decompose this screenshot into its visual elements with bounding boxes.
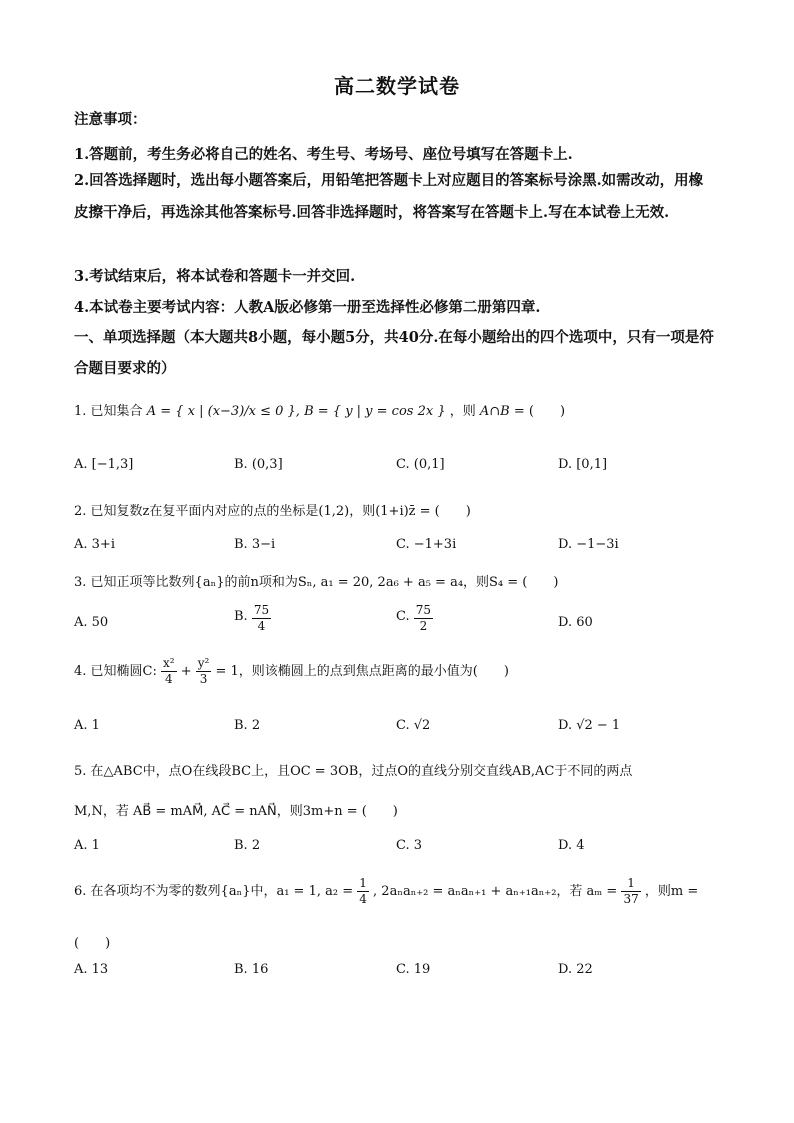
question-stem: 已知复数z在复平面内对应的点的坐标是(1,2)，则(1+i)z̄ = ( ) [90,504,471,519]
option-c[interactable] [396,603,433,634]
question-4: 4. 已知椭圆C: $\frac{\text{x²}}{4}$ + $\frac{\text{y²}}{3}$ = 1，则该椭圆上的点到焦点距离的最小值为( ) [74,656,509,686]
fraction [161,656,177,687]
option-d[interactable]: D. √2 − 1 [558,718,621,733]
question-stem: 已知正项等比数列{aₙ}的前n项和为Sₙ, a₁ = 20, 2a₆ + a₅ = a₄，则S₄ = ( ) [90,575,559,590]
options-q6 [74,962,714,986]
fraction-numerator: x² [163,656,175,670]
question-stem: = 1，则该椭圆上的点到焦点距离的最小值为( ) [215,664,509,679]
option-b[interactable]: B. 2 [234,838,261,853]
note-2: 2.回答选择题时，选出每小题答案后，用铅笔把答题卡上对应题目的答案标号涂黑.如需改动，用橡皮擦干净后，再选涂其他答案标号.回答非选择题时，将答案写在答题卡上.写在本试卷上无效. [74,172,704,221]
fraction-numerator: 75 [253,603,270,617]
option-a[interactable]: A. 13 [74,962,109,977]
question-stem: ，则 [449,404,476,419]
fraction-denominator: 37 [623,892,639,906]
fraction-denominator: 4 [257,619,266,633]
option-d[interactable]: D. −1−3i [558,537,619,552]
question-stem: = ( ) [513,404,566,419]
option-fraction [252,603,271,634]
fraction-denominator: 2 [419,619,428,633]
question-6 [74,876,698,907]
option-c[interactable]: C. (0,1] [396,457,445,472]
option-c[interactable]: C. 3 [396,838,423,853]
fraction-numerator: 1 [359,876,367,890]
question-stem: 已知椭圆C: [90,664,157,679]
question-number: 5. [74,764,87,779]
question-number: 1. [74,404,87,419]
page-title: 高二数学试卷 [334,74,460,98]
option-label: B. [234,609,248,624]
fraction-denominator: 3 [199,672,208,686]
fraction-numerator: y² [197,656,210,670]
note-1: 1.答题前，考生务必将自己的姓名、考生号、考场号、座位号填写在答题卡上. [74,146,573,163]
question-3 [74,571,558,590]
question-number: 4. [74,664,87,679]
question-math: A∩B [479,404,510,419]
options-q2 [74,537,714,561]
options-q4 [74,718,714,742]
options-q1 [74,457,714,481]
option-fraction [414,603,433,634]
question-5-line2: M,N，若 AB⃗ = mAM⃗, AC⃗ = nAN⃗，则3m+n = ( ) [74,804,398,819]
fraction-denominator: 4 [359,892,367,906]
option-a[interactable]: A. [−1,3] [74,457,134,472]
option-d[interactable]: D. 22 [558,962,593,977]
option-a[interactable]: A. 1 [74,838,100,853]
note-3: 3.考试结束后，将本试卷和答题卡一并交回. [74,268,356,285]
question-stem: ，则m = [644,884,699,899]
question-stem: 在△ABC中，点O在线段BC上，且OC = 3OB，过点O的直线分别交直线AB,AC于不同的两点 [90,764,633,779]
notes-heading: 注意事项： [74,111,147,128]
option-label: C. [396,609,410,624]
fraction [357,876,369,907]
option-c[interactable]: C. √2 [396,718,431,733]
option-b[interactable]: B. (0,3] [234,457,283,472]
option-a[interactable]: A. 50 [74,615,109,630]
question-5 [74,760,632,779]
option-c[interactable]: C. −1+3i [396,537,457,552]
fraction-numerator: 1 [621,876,640,892]
question-number: 6. [74,884,87,899]
question-1 [74,400,565,419]
option-b[interactable]: B. 2 [234,718,261,733]
option-a[interactable]: A. 1 [74,718,100,733]
option-a[interactable]: A. 3+i [74,537,115,552]
question-stem: , 2aₙaₙ₊₂ = aₙaₙ₊₁ + aₙ₊₁aₙ₊₂，若 aₘ = [373,884,618,899]
question-6-line2: ( ) [74,936,111,951]
question-number: 3. [74,575,87,590]
note-4: 4.本试卷主要考试内容：人教A版必修第一册至选择性必修第二册第四章. [74,299,541,316]
options-q3 [74,603,714,643]
option-c[interactable]: C. 19 [396,962,431,977]
option-d[interactable]: D. 60 [558,615,593,630]
question-stem: 已知集合 [90,404,143,419]
option-b[interactable] [234,603,271,634]
question-2 [74,500,471,519]
question-number: 2. [74,504,87,519]
option-d[interactable]: D. 4 [558,838,585,853]
fraction-numerator: 75 [415,603,432,617]
question-math: A = { x | (x−3)/x ≤ 0 }, B = { y | y = cos 2x } [146,404,446,419]
options-q5 [74,838,714,862]
fraction [196,656,212,687]
option-b[interactable]: B. 16 [234,962,269,977]
fraction-denominator: 4 [164,672,173,686]
option-d[interactable]: D. [0,1] [558,457,608,472]
question-stem: 在各项均不为零的数列{aₙ}中，a₁ = 1, a₂ = [90,884,354,899]
section-heading: 一、单项选择题（本大题共8小题，每小题5分，共40分.在每小题给出的四个选项中，只有一项是符合题目要求的） [74,329,714,377]
fraction [621,876,640,907]
option-b[interactable]: B. 3−i [234,537,276,552]
